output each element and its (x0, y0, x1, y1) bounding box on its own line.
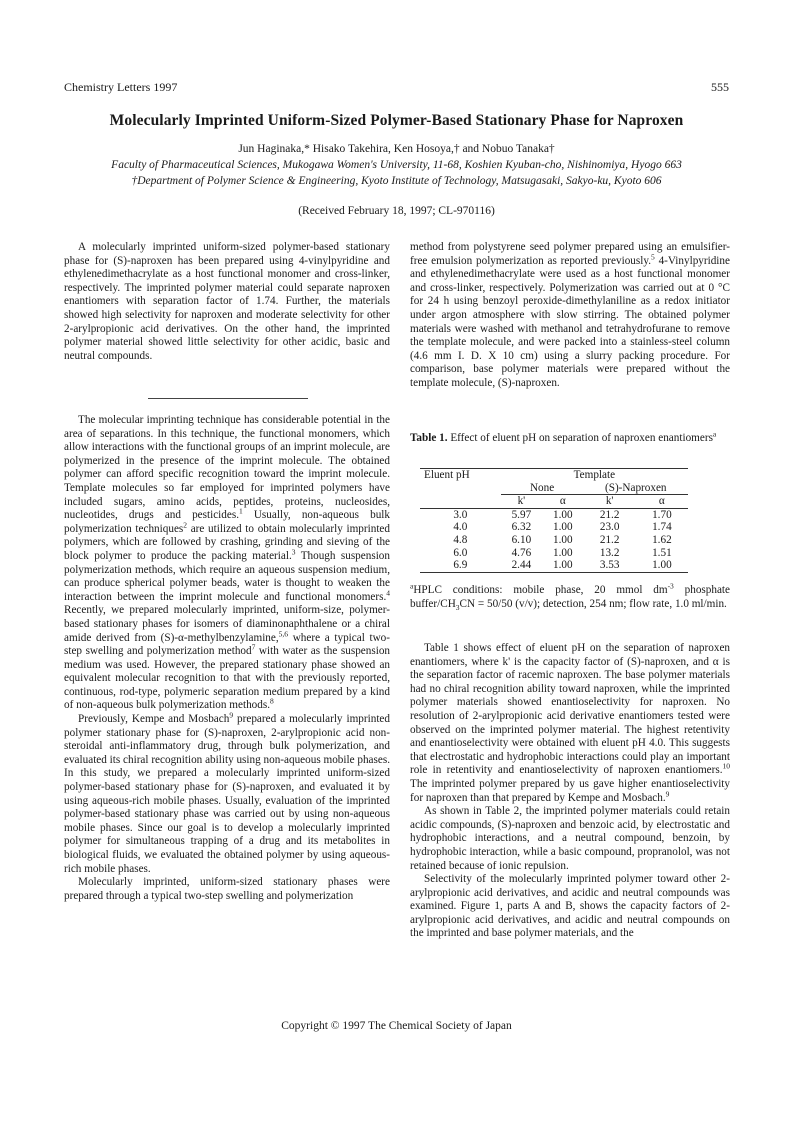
section-divider (148, 398, 308, 399)
body-paragraph: Table 1 shows effect of eluent pH on the separation of naproxen enantiomers, where k' is the capacity factor of (S)-naproxen, and α is the separation factor of racemic naproxen. The base polymer materials had no chiral recognition ability toward naproxen, while the imprinted polymer materials showed enantioselectivity for naproxen. No resolution of 2-arylpropionic acid derivative enantiomers tested were observed on the imprinted polymer material. The highest retentivity and enantioselectivity were obtained with eluent pH 4.0. This suggests that electrostatic and hydrophobic interactions could play an important role in retentivity and enantioselectivity of naproxen enantiomers.$^{10}$ The imprinted polymer prepared by us gave higher enantioselectivity for naproxen than that prepared by Kempe and Mosbach.$^9$ (410, 642, 730, 804)
header-template: Template (501, 469, 688, 482)
affiliation-2: †Department of Polymer Science & Engineering, Kyoto Institute of Technology, Matsugasaki, Sakyo-ku, Kyoto 606 (131, 175, 662, 187)
table-row: 6.0 4.76 1.00 13.2 1.51 (453, 546, 672, 559)
article-title: Molecularly Imprinted Uniform-Sized Polymer-Based Stationary Phase for Naproxen (109, 112, 684, 129)
table-row: 4.8 6.10 1.00 21.2 1.62 (453, 533, 672, 546)
body-paragraph: The molecular imprinting technique has considerable potential in the area of separations. In this technique, the functional monomers, which allow interactions with the functional groups of an imprint molecule, are polymerized in the presence of the imprint molecule. The obtained polymer can afford specific recognition toward the imprint molecule. Template molecules so far employed for imprinted polymers have included sugars, amino acids, peptides, proteins, nucleosides, nucleotides, drugs and pesticides.$^1$ Usually, non-aqueous bulk polymerization techniques$^2$ are utilized to obtain molecularly imprinted polymers, which are followed by crashing, grinding and sieving of the block polymer to produce the packing material.$^3$ Though suspension polymerization methods, which require an aqueous suspension medium, can produce spherical polymer beads, water is thought to weaken the interaction between the imprint molecule and functional monomers.$^4$ Recently, we prepared molecularly imprinted, uniform-size, polymer-based stationary phases for isomers of diaminonaphthalene or a chiral amide derived from (S)-α-methylbenzylamine,$^{5,6}$ where a typical two-step swelling and polymerization method$^7$ with water as the suspension medium was used. However, the prepared stationary phase showed an equivalent molecular recognition to that with the previously reported, continuous, rod-type, polymeric separation medium prepared by a kind of non-aqueous bulk polymerization methods.$^8$ (64, 414, 391, 712)
affiliation-1: Faculty of Pharmaceutical Sciences, Mukogawa Women's University, 11-68, Koshien Kyuban-cho, Nishinomiya, Hyogo 663 (111, 159, 682, 171)
table-caption: Table 1. Effect of eluent pH on separation of naproxen enantiomers$^a$ (410, 429, 717, 444)
header-eluent: Eluent pH (420, 469, 501, 482)
journal-header: Chemistry Letters 1997 (64, 80, 178, 94)
body-left-column (64, 414, 390, 903)
body-paragraph: Molecularly imprinted, uniform-sized stationary phases were prepared through a typical two-step swelling and polymerization (64, 876, 390, 902)
copyright-footer: Copyright © 1997 The Chemical Society of Japan (281, 1020, 512, 1032)
body-right-column-top (410, 241, 730, 391)
body-paragraph: method from polystyrene seed polymer prepared using an emulsifier-free emulsion polymerization as reported previously.$^5$ 4-Vinylpyridine and ethylenedimethacrylate were used as a host functional monomer and cross-linker, respectively. Polymerization was carried out at 0 °C for 24 h using benzoyl peroxide-dimethylaniline as a redox initiator under argon atmosphere with slow stirring. The obtained polymer materials were washed with methanol and tetrahydrofurane to remove the template molecule, and were packed into a stainless-steel column (4.6 mm I. D. X 10 cm) using a slurry packing procedure. For comparison, base polymer materials were prepared without the template molecule, (S)-naproxen. (410, 241, 730, 389)
page-number: 555 (711, 80, 729, 94)
header-alpha: α (636, 495, 688, 509)
received-line: (Received February 18, 1997; CL-970116) (298, 205, 495, 217)
body-right-column-bottom (410, 642, 730, 941)
table-row: 6.9 2.44 1.00 3.53 1.00 (420, 559, 688, 572)
body-paragraph: As shown in Table 2, the imprinted polymer materials could retain acidic compounds, (S)-naproxen and benzoic acid, by electrostatic and hydrophobic interactions, and a neutral compound, benzoin, by hydrophobic interaction, while a basic compound, propranolol, was not retained because of ionic repulsion. (410, 805, 730, 872)
header-k: k' (584, 495, 636, 509)
header-none: None (501, 482, 584, 495)
table-row: 3.0 5.97 1.00 21.2 1.70 (453, 508, 672, 521)
data-table (420, 468, 688, 573)
abstract-text: A molecularly imprinted uniform-sized polymer-based stationary phase for (S)-naproxen has been prepared using 4-vinylpyridine and ethylenedimethacrylate as a host functional monomer and cross-linker, respectively. The imprinted polymer material could separate naproxen enantiomers with separation factor of 1.74. Further, the materials showed high selectivity for naproxen and moderate selectivity for other 2-arylpropionic acid derivatives. On the other hand, the imprinted polymer material showed little selectivity for other acidic, basic and neutral compounds. (64, 241, 390, 362)
body-paragraph: Previously, Kempe and Mosbach$^9$ prepared a molecularly imprinted polymer stationary phase for (S)-naproxen, 2-arylpropionic acid non-steroidal anti-inflammatory drug, through bulk polymerization, and evaluated its chiral recognition ability using non-aqueous mobile phases. In this study, we prepared a molecularly imprinted uniform-sized polymer-based stationary phase for (S)-naproxen, and evaluated it by using aqueous-rich mobile phases. Usually, evaluation of the imprinted polymer-based stationary phase was carried out by using non-aqueous mobile phases. Since our goal is to develop a molecularly imprinted polymer for simultaneous trapping of a drug and its metabolites in biological fluids, we evaluated the obtained polymer by using aqueous-rich mobile phases. (64, 710, 390, 875)
abstract (64, 241, 390, 363)
header-alpha: α (542, 495, 583, 509)
table-row: 4.0 6.32 1.00 23.0 1.74 (453, 521, 672, 534)
table-footnote: $^a$HPLC conditions: mobile phase, 20 mmol $dm^{-3}$ phosphate buffer/$CH_3CN = 50/50$ (v/v); detection, 254 nm; flow rate, 1.0 ml/min. (410, 581, 731, 612)
body-paragraph: Selectivity of the molecularly imprinted polymer toward other 2-arylpropionic acid derivatives, and acidic and neutral compounds was examined. Figure 1, parts A and B, shows the capacity factors of 2-arylpropionic acid derivatives, and acidic and neutral compounds on the imprinted and base polymer materials, and the (410, 873, 730, 940)
header-k: k' (501, 495, 542, 509)
header-s-naproxen: (S)-Naproxen (584, 482, 688, 495)
author-list: Jun Haginaka,* Hisako Takehira, Ken Hosoya,† and Nobuo Tanaka† (238, 143, 555, 155)
